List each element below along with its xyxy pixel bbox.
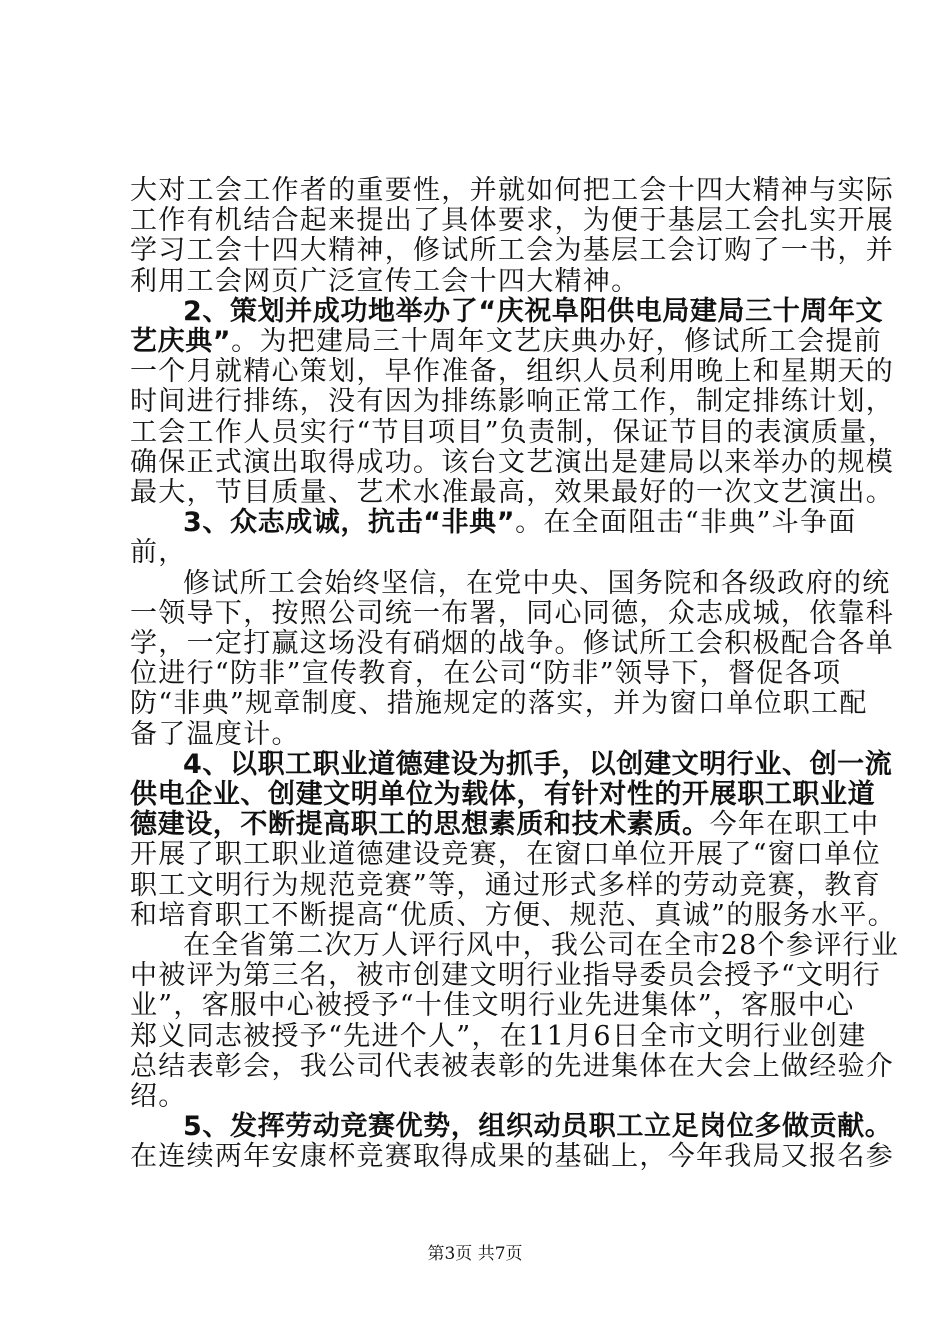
section-heading-5: 5、发挥劳动竞赛优势，组织动员职工立足岗位多做贡献。 [183,1111,893,1142]
body-text: 。在全面阻击“非典”斗争面 [515,507,857,538]
page-footer: 第3页 共7页 [427,1244,523,1264]
body-line: 学习工会十四大精神，修试所工会为基层工会订购了一书，并 [130,235,895,266]
body-line: 防“非典”规章制度、措施规定的落实，并为窗口单位职工配 [130,688,868,719]
body-line: 在连续两年安康杯竞赛取得成果的基础上，今年我局又报名参 [130,1141,895,1172]
body-line: 中被评为第三名，被市创建文明行业指导委员会授予“文明行 [130,960,881,991]
body-line: 修试所工会始终坚信，在党中央、国务院和各级政府的统 [183,568,891,599]
body-line: 位进行“防非”宣传教育，在公司“防非”领导下，督促各项 [130,658,842,689]
body-line: 工会工作人员实行“节目项目”负责制，保证节目的表演质量， [130,417,897,448]
section-heading-2-tail: 艺庆典” [130,326,232,357]
body-line: 一个月就精心策划，早作准备，组织人员利用晚上和星期天的 [130,356,895,387]
body-line: 工作有机结合起来提出了具体要求，为便于基层工会扎实开展 [130,205,895,236]
body-line: 业”，客服中心被授予“十佳文明行业先进集体”，客服中心 [130,990,855,1021]
section-heading-4: 4、以职工职业道德建设为抓手，以创建文明行业、创一流 [183,749,893,780]
body-text: 。为把建局三十周年文艺庆典办好，修试所工会提前 [231,326,883,357]
body-line: 和培育职工不断提高“优质、方便、规范、真诚”的服务水平。 [130,900,897,931]
body-line: 总结表彰会，我公司代表被表彰的先进集体在大会上做经验介 [130,1051,895,1082]
body-line: 确保正式演出取得成功。该台文艺演出是建局以来举办的规模 [130,447,895,478]
section-heading-4-line: 供电企业、创建文明单位为载体，有针对性的开展职工职业道 [130,779,876,810]
body-line: 大对工会工作者的重要性，并就如何把工会十四大精神与实际 [130,175,895,206]
body-line: 最大，节目质量、艺术水准最高，效果最好的一次文艺演出。 [130,477,895,508]
body-line: 在全省第二次万人评行风中，我公司在全市28个参评行业 [183,930,900,961]
section-heading-4-tail: 德建设，不断提高职工的思想素质和技术素质。 [130,809,710,840]
body-line: 职工文明行为规范竞赛”等，通过形式多样的劳动竞赛，教育 [130,870,881,901]
body-line: 郑义同志被授予“先进个人”，在11月6日全市文明行业创建 [130,1021,867,1052]
body-line [130,808,880,842]
body-line: 学，一定打赢这场没有硝烟的战争。修试所工会积极配合各单 [130,628,895,659]
body-line: 利用工会网页广泛宣传工会十四大精神。 [130,266,640,297]
body-line: 备了温度计。 [130,719,300,750]
body-line: 一领导下，按照公司统一布署，同心同德，众志成城，依靠科 [130,598,895,629]
body-line: 时间进行排练，没有因为排练影响正常工作，制定排练计划， [130,386,895,417]
section-heading-3: 3、众志成诚，抗击“非典” [183,507,516,538]
body-line [183,506,857,540]
body-line: 绍。 [130,1081,187,1112]
body-line: 前， [130,537,187,568]
section-heading-2: 2、策划并成功地举办了“庆祝阜阳供电局建局三十周年文 [183,296,884,327]
body-line [130,325,883,359]
body-text: 今年在职工中 [709,809,880,840]
body-line: 开展了职工职业道德建设竞赛，在窗口单位开展了“窗口单位 [130,839,881,870]
